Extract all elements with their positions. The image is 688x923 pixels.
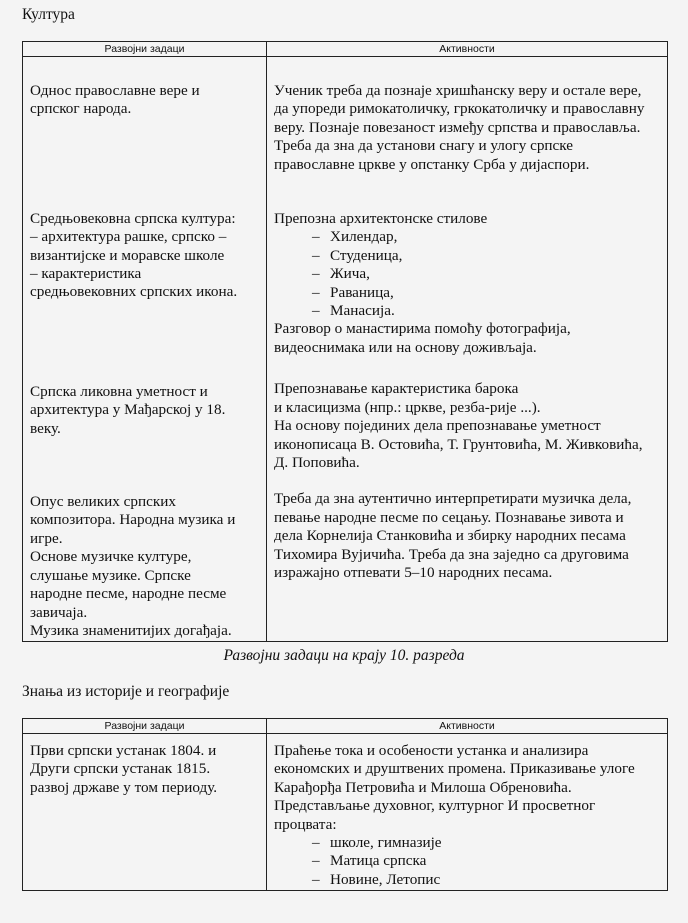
list-item: – Матица српска xyxy=(274,852,663,870)
text-line: Први српски устанак 1804. и xyxy=(30,742,217,759)
text-line: Однос православне вере и xyxy=(30,82,200,99)
text-line: дела Корнелија Станковића и збирку народних песама xyxy=(274,527,626,545)
text-line: изражајно отпевати 5–10 народних песама. xyxy=(274,563,553,581)
tasks-cell xyxy=(23,734,267,891)
text-line: игре. xyxy=(30,529,63,547)
text-line: Разговор о манастирима помоћу фотографија, xyxy=(274,320,571,338)
text-line: Препознавање карактеристика барока xyxy=(274,380,519,398)
text-line: Музика знаменитијих догађаја. xyxy=(30,621,232,639)
text-line: – карактеристика xyxy=(30,265,142,283)
text-line: веку. xyxy=(30,419,61,437)
column-header-activities: Активности xyxy=(267,42,668,57)
text-line: Основе музичке културе, xyxy=(30,548,192,566)
text-line: српског народа. xyxy=(30,100,132,118)
activities-cell xyxy=(267,734,668,891)
text-line: слушање музике. Српске xyxy=(30,566,191,584)
column-header-tasks: Развојни задаци xyxy=(23,719,267,734)
text-line: иконописаца В. Остовића, Т. Грунтовића, М. Живковића, xyxy=(274,435,643,453)
culture-table xyxy=(22,41,668,642)
text-line: Треба да зна аутентично интерпретирати музичка дела, xyxy=(274,490,632,508)
text-line: средњовековних српских икона. xyxy=(30,283,238,301)
text-line: Ученик треба да познаје хришћанску веру и остале вере, xyxy=(274,82,642,99)
section-heading-culture: Култура xyxy=(22,6,75,23)
text-line: певање народне песме по сецању. Познавање зивота и xyxy=(274,508,624,526)
text-line: веру. Познаје повезаност између српства и православља. xyxy=(274,118,641,136)
text-line: композитора. Народна музика и xyxy=(30,511,236,529)
column-header-activities: Активности xyxy=(267,719,668,734)
column-header-tasks: Развојни задаци xyxy=(23,42,267,57)
text-line: Представљање духовног, културног И просветног xyxy=(274,797,596,815)
text-line: економских и друштвених промена. Приказивање улоге xyxy=(274,760,635,778)
grade-10-title: Развојни задаци на крају 10. разреда xyxy=(223,647,465,664)
list-item: – Раваница, xyxy=(274,284,663,302)
text-line: Треба да зна да установи снагу и улогу српске xyxy=(274,137,574,155)
text-line: процвата: xyxy=(274,815,337,833)
list-item: – Манасија. xyxy=(274,302,663,320)
activities-cell xyxy=(267,57,668,642)
text-line: Средњовековна српска култура: xyxy=(30,209,236,227)
list-item: – Жича, xyxy=(274,265,663,283)
text-line: – архитектура рашке, српско – xyxy=(30,228,227,246)
tasks-cell xyxy=(23,57,267,642)
list-item: – школе, гимназије xyxy=(274,834,663,852)
section-heading-history-geography: Знања из историје и географије xyxy=(22,683,230,700)
text-line: Опус великих српских xyxy=(30,493,176,511)
table-header-row xyxy=(23,42,668,57)
text-line: народне песме, народне песме xyxy=(30,585,227,603)
text-line: Други српски устанак 1815. xyxy=(30,760,211,778)
text-line: и класицизма (нпр.: цркве, резба-рије ...). xyxy=(274,398,541,416)
history-table xyxy=(22,718,668,891)
text-line: Српска ликовна уметност и xyxy=(30,382,208,400)
text-line: византијске и моравске школе xyxy=(30,246,225,264)
text-line: видеоснимака или на основу доживљаја. xyxy=(274,338,537,356)
table-row xyxy=(23,57,668,642)
text-line: завичаја. xyxy=(30,603,88,621)
list-item: – Новине, Летопис xyxy=(274,871,663,889)
list-item: – Хилендар, xyxy=(274,228,663,246)
text-line: развој државе у том периоду. xyxy=(30,778,218,796)
text-line: Карађорђа Петровића и Милоша Обреновића. xyxy=(274,778,572,796)
text-line: да упореди римокатоличку, гркокатоличку и православну xyxy=(274,100,645,118)
text-line: православне цркве у опстанку Срба у дијаспори. xyxy=(274,155,590,173)
text-line: Д. Поповића. xyxy=(274,453,360,471)
list-item: – Студеница, xyxy=(274,247,663,265)
text-line: Препозна архитектонске стилове xyxy=(274,210,488,228)
text-line: Тихомира Вујичића. Треба да зна заједно са друговима xyxy=(274,545,629,563)
table-header-row xyxy=(23,719,668,734)
text-line: архитектура у Мађарској у 18. xyxy=(30,401,226,419)
table-row xyxy=(23,734,668,891)
text-line: На основу појединих дела препознавање уметност xyxy=(274,417,601,435)
text-line: Праћење тока и особености устанка и анализира xyxy=(274,742,589,759)
